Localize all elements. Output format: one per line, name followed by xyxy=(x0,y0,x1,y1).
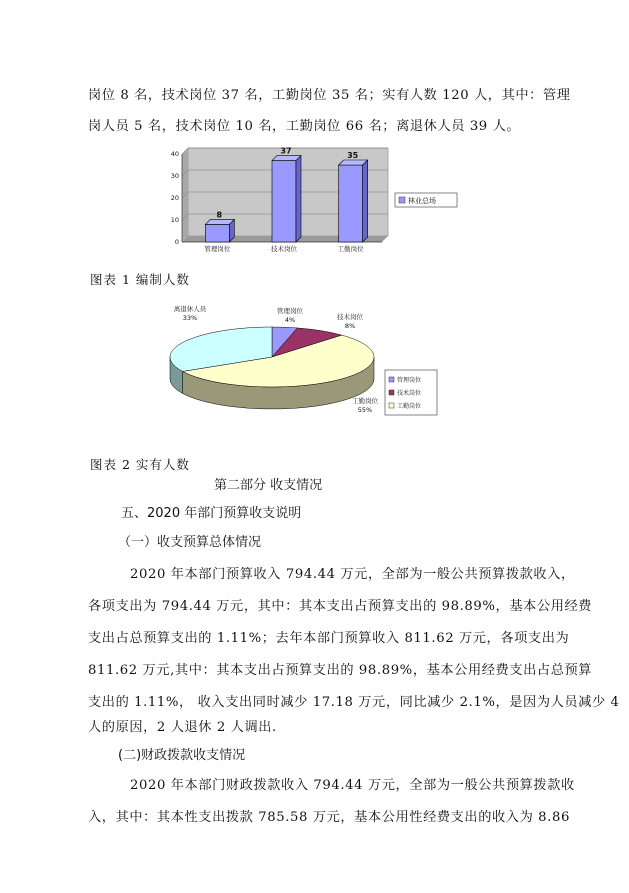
pie-data-label xyxy=(174,305,207,322)
legend-label: 技术岗位 xyxy=(397,390,422,397)
svg-text:55%: 55% xyxy=(357,406,373,414)
bar xyxy=(272,156,301,242)
legend-label: 管理岗位 xyxy=(397,377,422,384)
x-tick-label: 管理岗位 xyxy=(204,245,231,253)
y-tick-label: 0 xyxy=(174,238,179,246)
text-line: 支出占总预算支出的 1.11%；去年本部门预算收入 811.62 万元，各项支出为 xyxy=(88,631,570,646)
svg-text:工勤岗位: 工勤岗位 xyxy=(352,397,378,405)
text-line: 各项支出为 794.44 万元，其中：其本支出占预算支出的 98.89%，基本公用经费 xyxy=(88,599,593,614)
text-line: 岗人员 5 名，技术岗位 10 名，工勤岗位 66 名；离退休人员 39 人。 xyxy=(88,119,521,134)
part-title: 第二部分 收支情况 xyxy=(214,478,323,493)
svg-text:33%: 33% xyxy=(182,314,198,322)
x-tick-label: 技术岗位 xyxy=(271,245,297,253)
text-line: 2020 年本部门财政拨款收入 794.44 万元，全部为一般公共预算拨款收 xyxy=(130,778,575,793)
subsection-heading: (二)财政拨款收支情况 xyxy=(118,748,246,763)
text-line: 811.62 万元,其中：其本支出占预算支出的 98.89%，基本公用经费支出占总预算 xyxy=(88,663,593,678)
legend-label: 林业总场 xyxy=(408,197,436,205)
y-tick-label: 10 xyxy=(170,216,179,224)
text-line: 岗位 8 名，技术岗位 37 名，工勤岗位 35 名；实有人数 120 人，其中：管理 xyxy=(88,88,571,103)
subsection-heading: （一）收支预算总体情况 xyxy=(118,535,262,550)
data-label: 35 xyxy=(347,151,359,160)
text-line: 支出的 1.11%， 收入支出同时减少 17.18 万元，同比减少 2.1%，是因为人员减少 4 xyxy=(88,695,620,710)
chart-caption: 图表 2 实有人数 xyxy=(90,457,190,472)
text-line: 2020 年本部门预算收入 794.44 万元，全部为一般公共预算拨款收入， xyxy=(130,567,575,582)
data-label: 37 xyxy=(280,146,292,156)
svg-text:管理岗位: 管理岗位 xyxy=(277,307,303,315)
bar-chart xyxy=(170,140,460,255)
bar xyxy=(339,160,368,242)
y-tick-label: 40 xyxy=(170,150,179,158)
svg-text:离退休人员: 离退休人员 xyxy=(173,305,207,313)
chart-caption: 图表 1 编制人数 xyxy=(90,272,190,287)
pie-chart xyxy=(165,305,440,417)
text-line: 入，其中：其本性支出拨款 785.58 万元，基本公用性经费支出的收入为 8.86 xyxy=(88,810,570,825)
section-heading: 五、2020 年部门预算收支说明 xyxy=(121,506,302,521)
svg-text:8%: 8% xyxy=(344,322,356,330)
legend-label: 工勤岗位 xyxy=(397,403,422,410)
pie-data-label xyxy=(352,396,379,414)
svg-text:技术岗位: 技术岗位 xyxy=(337,313,363,321)
y-tick-label: 30 xyxy=(170,172,179,180)
pie-data-label xyxy=(277,306,304,324)
legend-swatch xyxy=(389,377,394,382)
pie-data-label xyxy=(337,312,364,330)
data-label: 8 xyxy=(216,210,223,220)
legend-swatch xyxy=(389,390,394,395)
y-tick-label: 20 xyxy=(170,194,179,202)
svg-text:4%: 4% xyxy=(284,316,296,324)
x-tick-label: 工勤岗位 xyxy=(337,245,364,253)
text-line: 人的原因，2 人退休 2 人调出. xyxy=(88,720,277,735)
legend-swatch xyxy=(389,403,394,408)
legend-swatch xyxy=(399,197,405,203)
bar xyxy=(205,219,234,242)
